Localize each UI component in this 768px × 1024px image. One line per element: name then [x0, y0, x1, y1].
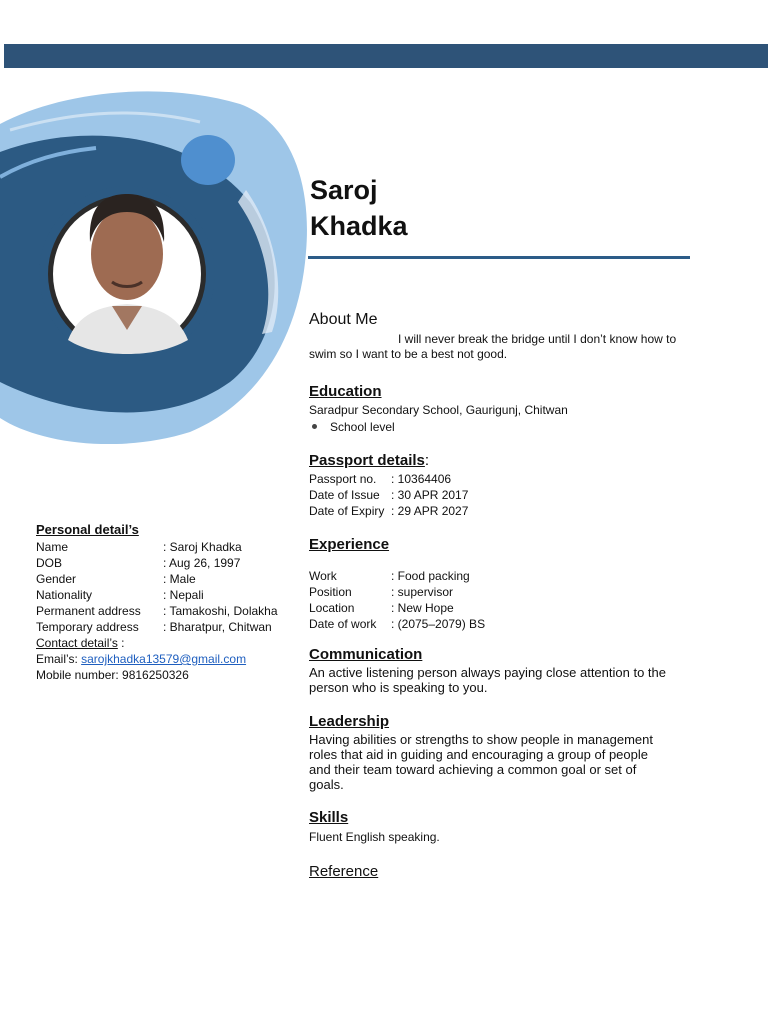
leadership-line1: Having abilities or strengths to show people in management [309, 732, 653, 747]
experience-value: : New Hope [391, 601, 454, 615]
about-text-line1: I will never break the bridge until I don’t know how to [398, 332, 677, 346]
education-heading: Education [309, 383, 382, 400]
personal-value: : Tamakoshi, Dolakha [163, 604, 278, 618]
leadership-line4: goals. [309, 777, 344, 792]
experience-label: Work [309, 569, 337, 583]
personal-label: Name [36, 540, 69, 554]
education-level-item [312, 419, 395, 435]
first-name: Saroj [310, 175, 378, 205]
communication-line2: person who is speaking to you. [309, 680, 488, 695]
email-row [36, 651, 246, 667]
leadership-line3: and their team toward achieving a common goal or set of [309, 762, 637, 777]
bullet-icon [312, 424, 317, 429]
reference-heading: Reference [309, 863, 379, 880]
contact-heading-block [36, 635, 125, 651]
personal-row [36, 587, 204, 603]
experience-label: Date of work [309, 617, 377, 631]
personal-label: Gender [36, 572, 77, 586]
leadership-line2: roles that aid in guiding and encouraging a group of people [309, 747, 648, 762]
personal-row [36, 555, 240, 571]
last-name: Khadka [310, 211, 408, 241]
experience-row [309, 616, 485, 632]
passport-row [309, 503, 468, 519]
experience-row [309, 568, 470, 584]
mobile-number: Mobile number: 9816250326 [36, 668, 189, 682]
personal-value: : Saroj Khadka [163, 540, 242, 554]
about-text-line2: swim so I want to be a best not good. [309, 347, 508, 361]
experience-label: Location [309, 601, 355, 615]
experience-row [309, 584, 453, 600]
personal-value: : Aug 26, 1997 [163, 556, 241, 570]
contact-heading: Contact detail’s [36, 636, 118, 650]
experience-row [309, 600, 454, 616]
passport-heading-block [309, 452, 429, 469]
contact-heading-colon: : [117, 636, 125, 650]
education-level: School level [330, 420, 395, 434]
about-heading: About Me [309, 311, 378, 328]
personal-label: Permanent address [36, 604, 141, 618]
profile-brush-circle [0, 82, 312, 444]
email-label: Email’s: [36, 652, 82, 666]
experience-value: : supervisor [391, 585, 454, 599]
personal-row [36, 539, 242, 555]
personal-label: Temporary address [36, 620, 139, 634]
passport-row [309, 471, 451, 487]
passport-value: : 10364406 [391, 472, 452, 486]
top-banner [4, 44, 768, 68]
experience-label: Position [309, 585, 352, 599]
experience-heading: Experience [309, 536, 390, 553]
email-link[interactable]: sarojkhadka13579@gmail.com [81, 652, 247, 666]
personal-label: Nationality [36, 588, 93, 602]
personal-value: : Nepali [163, 588, 204, 602]
passport-heading: Passport details [309, 452, 425, 469]
passport-value: : 29 APR 2027 [391, 504, 469, 518]
communication-heading: Communication [309, 646, 423, 663]
personal-label: DOB [36, 556, 63, 570]
experience-value: : Food packing [391, 569, 470, 583]
name-divider [308, 256, 690, 259]
personal-heading: Personal detail’s [36, 522, 139, 537]
personal-row [36, 619, 272, 635]
personal-value: : Male [163, 572, 196, 586]
leadership-heading: Leadership [309, 713, 390, 730]
passport-value: : 30 APR 2017 [391, 488, 469, 502]
passport-heading-colon: : [424, 452, 430, 469]
personal-row [36, 571, 196, 587]
personal-row [36, 603, 278, 619]
skills-heading: Skills [309, 809, 349, 826]
skills-text: Fluent English speaking. [309, 830, 440, 844]
experience-value: : (2075–2079) BS [391, 617, 486, 631]
education-school: Saradpur Secondary School, Gaurigunj, Chitwan [309, 403, 568, 417]
candidate-name [310, 172, 408, 244]
passport-label: Date of Issue [309, 488, 380, 502]
personal-value: : Bharatpur, Chitwan [163, 620, 272, 634]
passport-row [309, 487, 468, 503]
passport-label: Passport no. [309, 472, 377, 486]
communication-line1: An active listening person always paying close attention to the [309, 665, 666, 680]
passport-label: Date of Expiry [309, 504, 385, 518]
